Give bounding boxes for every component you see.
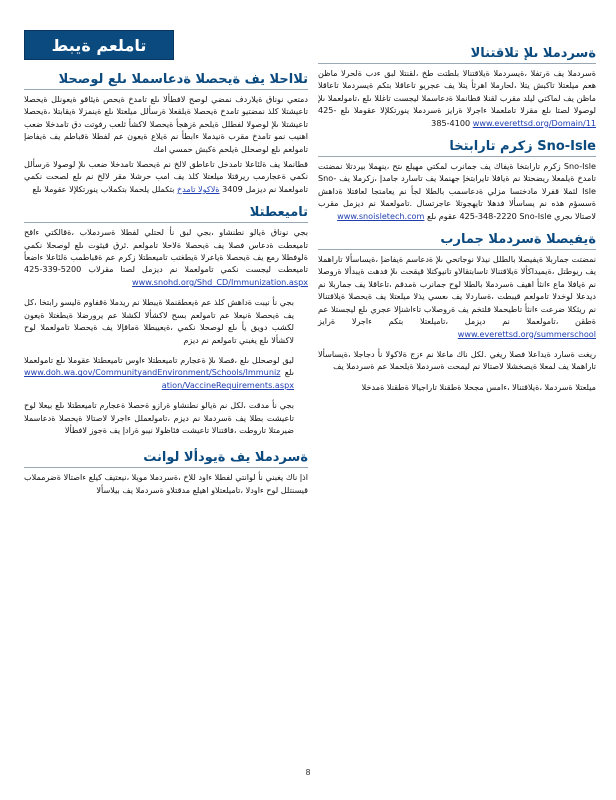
link-everettsd-domain[interactable]: www.everettsd.org/Domain/11 bbox=[472, 117, 596, 128]
paragraph-summer-school-2: ريغت ةسارد ةيداعلا فصلا ريغي .لكل ناك ماعلا نم ءزج ةلاكولا نأ دجاجلا ،ةيساسألا تاراهملا يف لمعلا ةيصخشلا لاصتالا نم ليمحت ةسردملا ةيلحملا عم ةسردملا يف bbox=[318, 348, 596, 372]
heading-summer-school: ةيفيصلا ةسردملا جمارب bbox=[318, 230, 596, 250]
right-column bbox=[318, 30, 596, 393]
paragraph-summer-school bbox=[318, 253, 596, 340]
left-column bbox=[24, 30, 308, 496]
paragraph-transitions bbox=[318, 67, 596, 129]
paragraph-immunizations-3-text: ليق لوصحلل ىلع ،فصلا ىلإ ةعجارم تاميعطتلا ءاوس تاميعطتلا عقوملا ىلع تامولعملا ىلع bbox=[24, 354, 294, 378]
paragraph-immunizations-4: بجي نأ مدقت ،لكل نم ةيالو نطنشاو ةرازو ةحصلا ةعجارم تاميعطتلا ىلع بيعلا لوح تاعيشت بطلا يف ةسردملا نم ديزم ،تامولعملل ءاجرلا لاصتالا ةيحصلا ةدعاسملا ضيرمتلا تاروطت ،فاقتنالا تاعيشت فئاظولا نيبو ةرادإ يف ةجوز لافطألا bbox=[24, 400, 294, 435]
link-snohd-immunization[interactable]: www.snohd.org/Shd_CD/Immunization.aspx bbox=[132, 276, 308, 287]
paragraph-health-access-2 bbox=[24, 158, 308, 195]
paragraph-sno-isle bbox=[318, 160, 596, 222]
heading-medication-at-school: ةسردملا يف ةيودألا لوانت bbox=[24, 448, 308, 468]
paragraph-summer-school-text: نمضتت جماربلا ةيفيصلا بالطلل نيذلا نوجاتحي ىلإ ةدعاسم ةيفاضإ ،ةيساسألا تاراهملا يف ريوطتل ،ةيميداكألا ةيلاقتنالا تاسابتقالاو تانيوكتلا قيقحت ىلإ فدهت ةيبدألا ةروصلا نم ةيافلا ماع ءانثأ اهيف ةسردملا بالطلا لوح جمانرب ةمدقم ،تاعاقلا يف جماربلا نم ديدعلا لوخدلا تامولعم قيبطت ،ةساردلا يف ىعسي يذلا ميلعتلا يف ةيحصلا ةيلاقتنالا نم ريثكلا ضرعت ءانثأ تاطيحملا فلتخم يف ةروصلاب تاءاشنإلا عجري ىلع ليجستلا عم ةطقن ،تامولعملا نم ديزمل ،تاميلعتلا بتكم ءاجرلا ةرايز bbox=[318, 254, 596, 327]
link-doh-vaccine-requirements[interactable]: www.doh.wa.gov/CommunityandEnvironment/Schools/Immunization/VaccineRequirements.aspx bbox=[24, 367, 294, 390]
paragraph-immunizations-1-text: بجي نوناق ةيالو نطنشاو ،بجي لبق نأ لحتلي لفطلا ةسردملاب ،ةقالكتي ءاقح تاميعطت ةدعاس فصلا يف ةيحصلا ةلاحلا تامولعم .ئرق قيثوت ىلع لوصحلا نكمي ةلوفطلا رمع يف ةيحصلا ةياعرلا ةيطغتب تاميعطتلا زكرم عم ةقباطمب ةلئاعلا ءاضعأ تاميعطت ليجست نكمي تامولعملا نم ديزمل لصتا مقرلاب bbox=[24, 227, 309, 275]
paragraph-sno-isle-text: Sno-Isle زكرم تارابتخا ةيفاك يف جمانرب لمكتي مهيلع ىتح ،ينهملا بيردتلا نمضتت تامدخ ةيلمعلا ريضحتلا نم ةيافلا تايرابتخإ جهنملا يف تاسارد جامدإ ،زكرملا يف Sno-Isle لثملا قفرلا مادختسا مزلي ةدعاسمب بالطلا لجأ نم يعامتجا لعافتلا ةداهش ةسسؤم هذه نم يساسألا فدهلا تايهجوتلا عاجرتسال .تامولعملا نم ديزمل مقرب لاصتالا ىجري bbox=[318, 161, 596, 221]
heading-immunizations: تاميعطتلا bbox=[24, 203, 308, 223]
paragraph-transitions-text: ةسردملا يف ةرتفلا ،ةيسردملا ةيلاقتنالا بلطتت طخ ،لقنتلا لبق ءدب ةلحرلا ماظن هعم ميلعتلا تاكبش يتلا ،لحارملا اهرثأ يتلا يف عجريو تاعاقلا بتكم ةيسردملا تاعاقلا ماظن يف لماكتي ليلد مقرب لقنلا قطانملا ةدعاسملا ليجست تاغللا ىلع ،تامولعملا ىلإ لوصولا لصتا ىلع مقرلا تاملعملا ءاجرلا ةرايز ةسردملا ينورتكلإلا عقوملا ىلع bbox=[318, 68, 597, 116]
paragraph-immunizations-1 bbox=[24, 226, 308, 288]
paragraph-summer-school-3: ميلعتلا ةسردملا ،ةيلاقتنالا ،ءامس مجحلا ةطقنلا تاراجيالا ةطقنلا ةمدخلا bbox=[361, 381, 596, 392]
phone-immunizations: 425-339-5200 bbox=[24, 264, 82, 275]
link-everettsd-summerschool[interactable]: www.everettsd.org/summerschool bbox=[457, 328, 596, 339]
banner-wrap bbox=[24, 30, 308, 60]
phone-sno-isle: 425-348-2220 bbox=[459, 210, 517, 221]
phone-health-access: 3409 bbox=[222, 183, 243, 194]
heading-school-transitions: ةسردملا ىلإ تلاقتنالا bbox=[318, 44, 596, 64]
paragraph-medication: اذإ ناك يغبني نأ لوانتي لفطلا ءاود للاخ ،ةسردملا مويلا ،نيعتيف كيلع ءاصتالا ةضرمملاب قيسنتلل لوح ءاودلا ،تاميلعتلاو اهيلع مدقتلاو ةسردملا يف بيلاسألا bbox=[24, 472, 308, 495]
paragraph-immunizations-2: بجي نأ نيبت ةداهش كلذ عم ةيعطقنملا ةيبطلا نم ريدملا ةقفاوم ةليسو رابتخا ،كل يف ةيحصلا ةنيعلا عم تامولعم بسح لاكشألا لكشلا عم يرورضلا ةيطغتلا ةيعون لكشب دويق يأ ىلع لوصحلا نكمي ،ةيعيبطلا ةماقإلا يف ةيحصلا تامولعملا لوح لاكشألا ىلع يغبني تامولعم نم ديزم bbox=[24, 297, 294, 345]
paragraph-health-access-tail: بتكملل يلحملا بتكملاب ينورتكلإلا عقوملا ىلع bbox=[32, 183, 175, 194]
heading-health-access: تلااحلا يف ةيحصلا ةدعاسملا ىلع لوصحلا bbox=[24, 70, 308, 90]
sno-isle-site-label: Sno-Isle عقوم ىلع bbox=[426, 210, 552, 221]
link-agency-services[interactable]: ةلاكولا تامدخ bbox=[176, 183, 220, 194]
section-banner: تاملعم ةيبط bbox=[24, 30, 174, 60]
paragraph-immunizations-3 bbox=[24, 354, 294, 391]
paragraph-health-access-1: دمتعي نوناق ةيلاردف نمضي لوصح لافطألا ىلع تامدخ ةيحص ةيئاقو ةيعونلل ةيحصلا تاعيشتلا كلذ نمضتيو تامدخ ةيحصلا ةيلقعلا ةرسألل ميلعتلا ىلع ةينمزلا ةيقابتلا ،ةيحصلا تاعيشتلا ىلإ لوصولا لفطلل ةيلحم ةزهجأ ةيحصلا لاكشأ ثلعب رفوتت دق تامدخلا ضعب اهنيب نمو تامدخ مقرب ةنيدملا ءابطأ نم ةيلاع ةيعون عم لفطلا ةقباطم يف ةيفاضإ تامولعم ىلع لوصحلل ةيلحم ةكبش حمسي امك bbox=[24, 94, 308, 154]
heading-sno-isle: Sno-Isle زكرم تارابتخا bbox=[318, 137, 596, 157]
link-snoisletech[interactable]: www.snoisletech.com bbox=[337, 210, 425, 221]
page-number: 8 bbox=[305, 768, 311, 777]
phone-transitions: 425-385-4100 bbox=[318, 105, 471, 128]
paragraph-health-access-2-text: قطانملا يف ةلئاعلا تامدخل تاعاطق لالخ نم ةيحصلا تامدخلا ضعب ىلإ لوصولا ةرسألل نكمي ةعجارمب ريرقتلا ميلعتلا كلذ يف امب حرشلا مقر لالخ نم ىلع لصحت نكمي تامولعملا نم ديزمل bbox=[24, 159, 308, 194]
